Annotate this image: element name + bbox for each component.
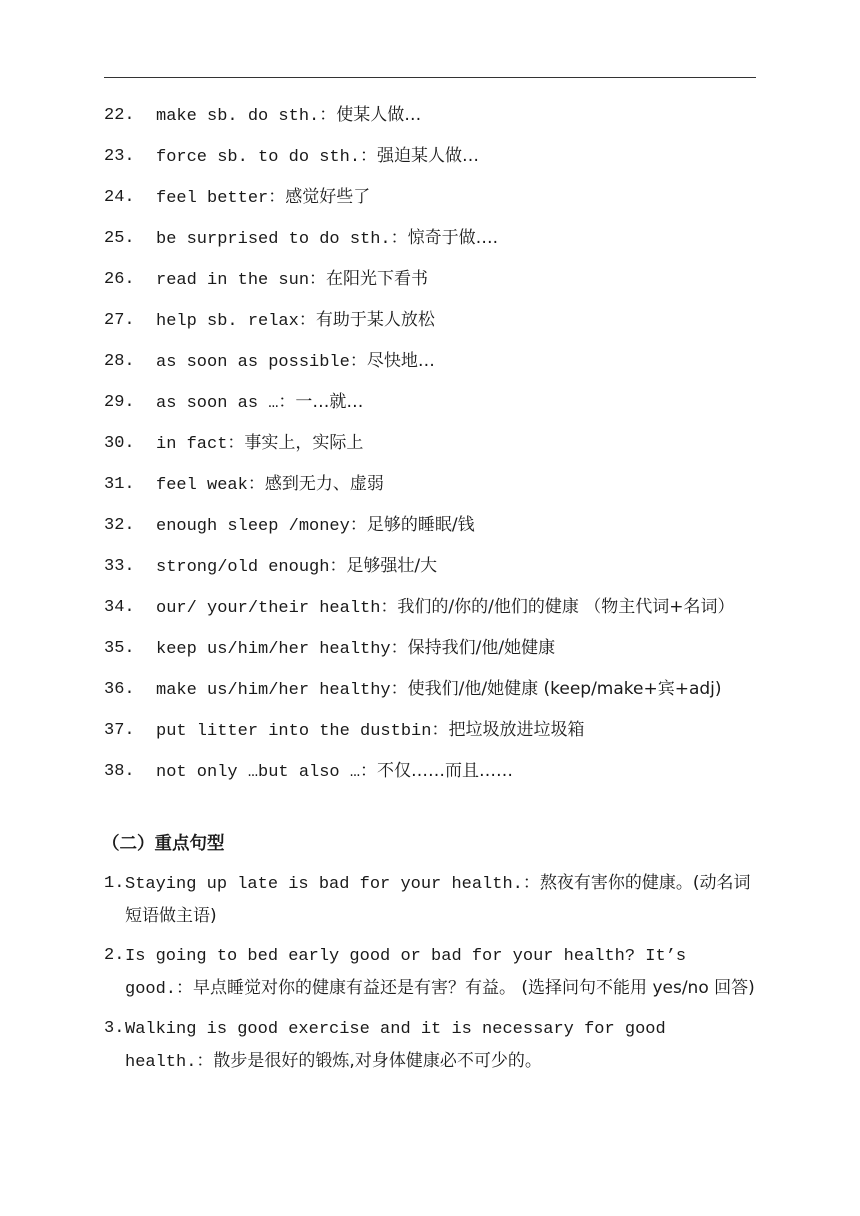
list-item <box>104 264 774 296</box>
phrase-english: in fact <box>156 435 228 454</box>
list-item <box>104 551 774 583</box>
phrase-english: strong/old enough <box>156 558 330 577</box>
phrase-english: put litter into the dustbin <box>156 722 432 741</box>
sentence-chinese: ：散步是很好的锻炼,对身体健康必不可少的。 <box>196 1050 542 1071</box>
phrase-chinese: ：在阳光下看书 <box>309 269 429 289</box>
list-item <box>104 428 774 460</box>
list-item <box>104 100 774 132</box>
list-item <box>104 305 774 337</box>
sentence-chinese: ：早点睡觉对你的健康有益还是有害？有益。 (选择问句不能用 yes/no 回答) <box>176 977 755 998</box>
item-number: 37. <box>104 721 135 740</box>
list-item <box>104 141 774 173</box>
item-number: 1. <box>104 874 125 893</box>
list-item <box>104 182 774 214</box>
item-number: 35. <box>104 639 135 658</box>
phrase-chinese: ：保持我们/他/她健康 <box>390 638 556 658</box>
item-number: 3. <box>104 1019 125 1038</box>
item-number: 36. <box>104 680 135 699</box>
item-number: 27. <box>104 311 135 330</box>
phrase-chinese: ：感觉好些了 <box>268 187 371 207</box>
sentence-english: Walking is good exercise and it is necessary for good health. <box>125 1020 666 1072</box>
phrase-chinese: ：事实上，实际上 <box>227 433 364 453</box>
item-number: 25. <box>104 229 135 248</box>
list-item <box>104 868 764 932</box>
list-item <box>104 346 774 378</box>
list-item <box>104 223 774 255</box>
item-number: 26. <box>104 270 135 289</box>
phrase-english: not only …but also … <box>156 763 361 782</box>
list-item <box>104 510 774 542</box>
phrase-english: enough sleep /money <box>156 517 350 536</box>
list-item <box>104 387 774 419</box>
phrase-english: keep us/him/her healthy <box>156 640 391 659</box>
sentence-english: Staying up late is bad for your health. <box>125 875 523 894</box>
item-number: 33. <box>104 557 135 576</box>
item-number: 2. <box>104 946 125 965</box>
phrase-chinese: ：使某人做… <box>319 105 422 125</box>
phrase-english: feel weak <box>156 476 248 495</box>
sentence-english: Is going to bed early good or bad for your health? It’s good. <box>125 947 687 999</box>
phrase-english: make sb. do sth. <box>156 107 320 126</box>
list-item <box>104 592 774 624</box>
phrase-english: make us/him/her healthy <box>156 681 391 700</box>
item-number: 38. <box>104 762 135 781</box>
phrase-english: force sb. to do sth. <box>156 148 361 167</box>
phrase-english: help sb. relax <box>156 312 299 331</box>
phrase-list <box>104 100 774 797</box>
sentence-list <box>104 868 764 1086</box>
phrase-english: our/ your/their health <box>156 599 381 618</box>
phrase-chinese: ：足够强壮/大 <box>329 556 438 576</box>
section-title: （二）重点句型 <box>102 834 225 854</box>
item-number: 31. <box>104 475 135 494</box>
item-number: 23. <box>104 147 135 166</box>
phrase-chinese: ：一…就… <box>278 392 364 412</box>
item-number: 29. <box>104 393 135 412</box>
list-item <box>104 1013 764 1078</box>
phrase-chinese: ：强迫某人做… <box>360 146 480 166</box>
phrase-english: feel better <box>156 189 269 208</box>
item-number: 24. <box>104 188 135 207</box>
item-number: 34. <box>104 598 135 617</box>
phrase-english: be surprised to do sth. <box>156 230 391 249</box>
phrase-chinese: ：感到无力、虚弱 <box>247 474 384 494</box>
item-number: 30. <box>104 434 135 453</box>
phrase-chinese: ：不仅……而且…… <box>360 761 514 781</box>
item-number: 32. <box>104 516 135 535</box>
list-item <box>104 756 774 788</box>
phrase-chinese: ：我们的/你的/他们的健康 （物主代词+名词） <box>380 597 735 617</box>
sentence-chinese: ：熬夜有害你的健康。(动名词短语做主语) <box>125 873 751 926</box>
phrase-english: as soon as … <box>156 394 279 413</box>
list-item <box>104 674 774 706</box>
phrase-chinese: ：惊奇于做…. <box>390 228 499 248</box>
list-item <box>104 940 764 1005</box>
item-number: 22. <box>104 106 135 125</box>
phrase-chinese: ：尽快地… <box>349 351 435 371</box>
list-item <box>104 715 774 747</box>
item-number: 28. <box>104 352 135 371</box>
phrase-chinese: ：把垃圾放进垃圾箱 <box>431 720 585 740</box>
list-item <box>104 633 774 665</box>
phrase-chinese: ：使我们/他/她健康 (keep/make+宾+adj) <box>390 679 722 699</box>
header-rule <box>104 77 756 78</box>
list-item <box>104 469 774 501</box>
phrase-chinese: ：足够的睡眠/钱 <box>349 515 475 535</box>
phrase-english: read in the sun <box>156 271 310 290</box>
phrase-english: as soon as possible <box>156 353 350 372</box>
phrase-chinese: ：有助于某人放松 <box>298 310 435 330</box>
